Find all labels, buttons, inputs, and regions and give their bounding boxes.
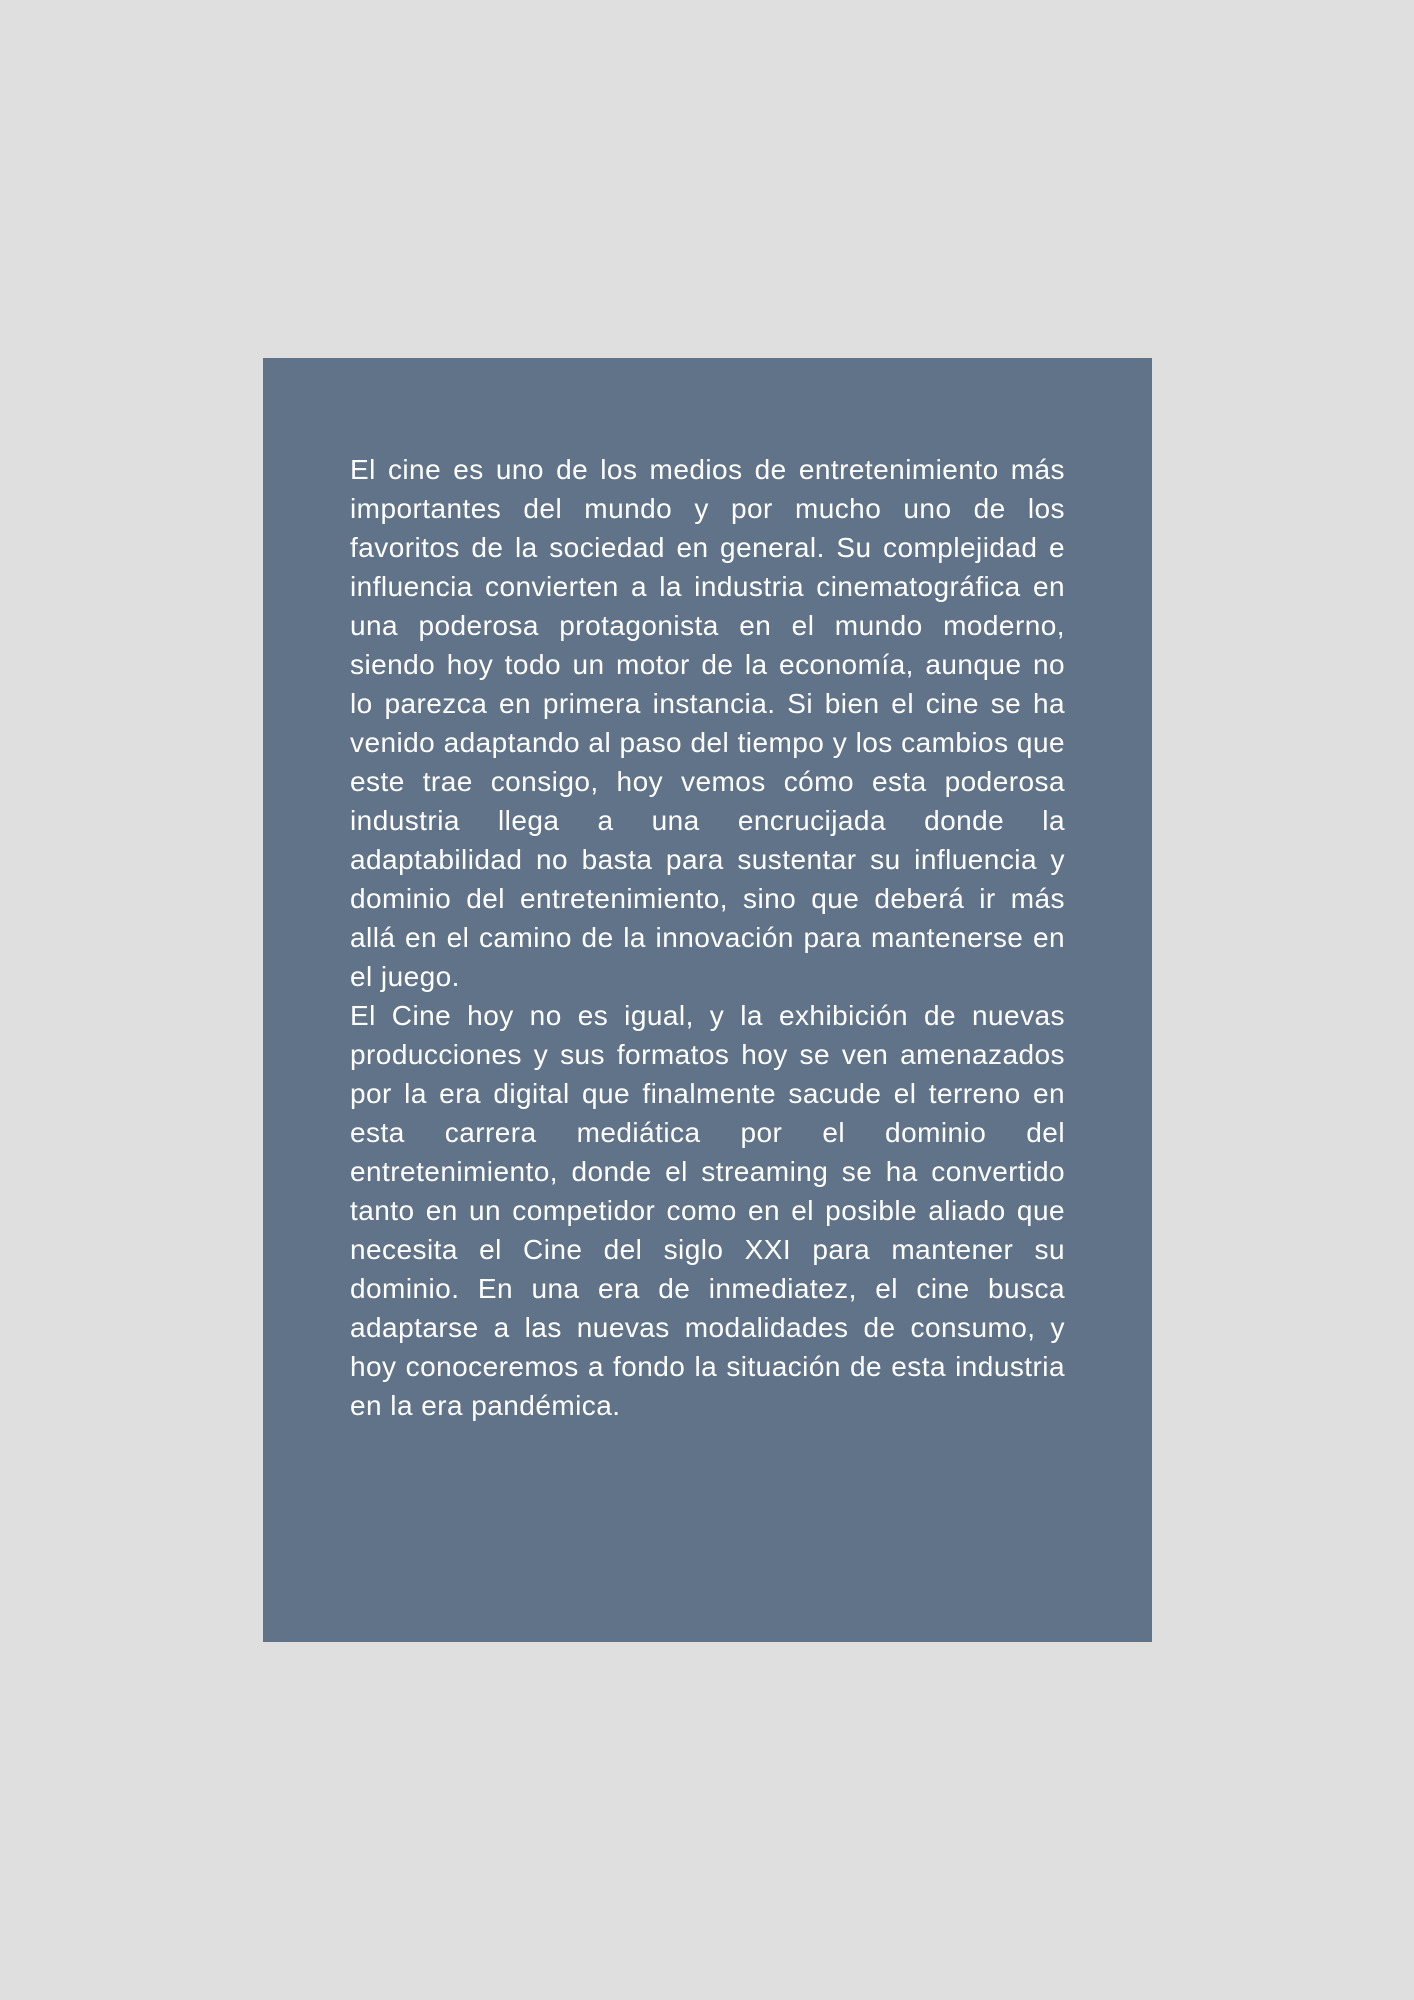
- text-panel: [263, 358, 1152, 1642]
- paragraph-streaming: El Cine hoy no es igual, y la exhibición de nuevas producciones y sus formatos hoy se ven amenazados por la era digital que finalmente sacude el terreno en esta carrera mediática por el dominio del entretenimiento, donde el streaming se ha convertido tanto en un competidor como en el posible aliado que necesita el Cine del siglo XXI para mantener su dominio. En una era de inmediatez, el cine busca adaptarse a las nuevas modalidades de consumo, y hoy conoceremos a fondo la situación de esta industria en la era pandémica.: [350, 1000, 1065, 1421]
- paragraph-intro: El cine es uno de los medios de entretenimiento más importantes del mundo y por mucho uno de los favoritos de la sociedad en general. Su complejidad e influencia convierten a la industria cinematográfica en una poderosa protagonista en el mundo moderno, siendo hoy todo un motor de la economía, aunque no lo parezca en primera instancia. Si bien el cine se ha venido adaptando al paso del tiempo y los cambios que este trae consigo, hoy vemos cómo esta poderosa industria llega a una encrucijada donde la adaptabilidad no basta para sustentar su influencia y dominio del entretenimiento, sino que deberá ir más allá en el camino de la innovación para mantenerse en el juego.: [350, 454, 1065, 992]
